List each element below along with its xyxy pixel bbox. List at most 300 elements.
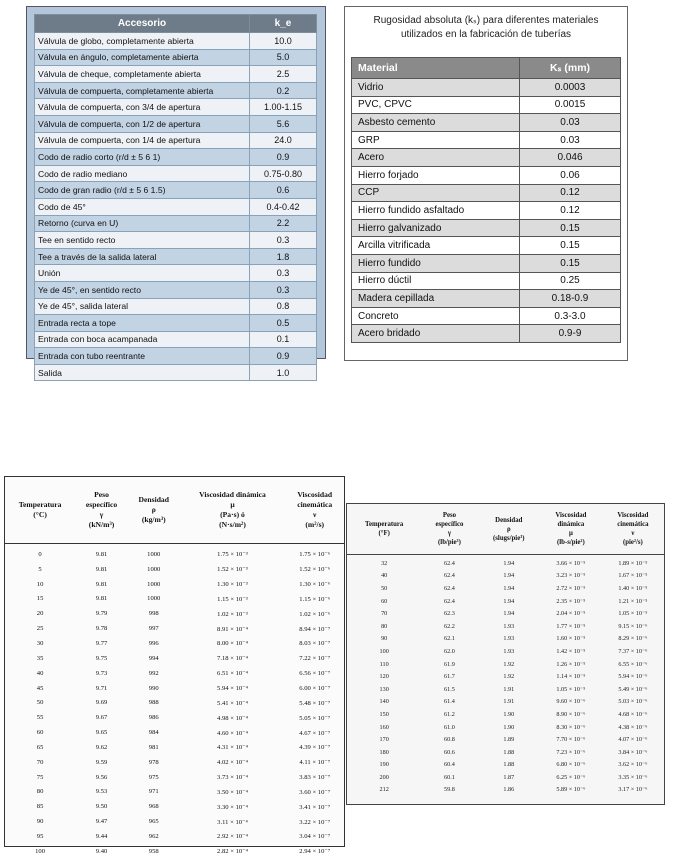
table-row bbox=[352, 237, 621, 255]
water-properties-si-table bbox=[5, 477, 344, 859]
kinematic-viscosity-cell: 4.67 × 10⁻⁷ bbox=[299, 729, 331, 737]
table-row bbox=[35, 49, 317, 66]
dynamic-viscosity-cell: 3.23 × 10⁻⁵ bbox=[556, 572, 586, 580]
density-cell: 1.90 bbox=[503, 710, 515, 718]
table-row bbox=[35, 182, 317, 199]
kinematic-viscosity-header-l4: (pie²/s) bbox=[622, 539, 643, 546]
ks-value: 0.3-3.0 bbox=[520, 307, 621, 325]
specific-weight-cell: 9.77 bbox=[95, 639, 108, 647]
table-row bbox=[352, 307, 621, 325]
table-row bbox=[5, 592, 344, 607]
temperature-cell: 85 bbox=[36, 803, 44, 811]
kinematic-viscosity-cell: 4.68 × 10⁻⁶ bbox=[618, 710, 648, 718]
density-cell: 1.93 bbox=[503, 635, 515, 643]
k-value: 1.0 bbox=[250, 364, 317, 381]
table-row bbox=[35, 198, 317, 215]
ks-value: 0.046 bbox=[520, 149, 621, 167]
specific-weight-cell: 9.81 bbox=[95, 565, 108, 573]
table-row bbox=[35, 298, 317, 315]
material-name: Arcilla vitrificada bbox=[352, 237, 520, 255]
kinematic-viscosity-header-l3: ν bbox=[313, 510, 317, 519]
density-cell: 986 bbox=[148, 714, 159, 722]
table-row bbox=[347, 721, 664, 734]
k-value: 0.2 bbox=[250, 82, 317, 99]
material-name: Concreto bbox=[352, 307, 520, 325]
temperature-cell: 60 bbox=[381, 597, 388, 605]
temperature-cell: 140 bbox=[379, 698, 389, 706]
dynamic-viscosity-cell: 1.52 × 10⁻³ bbox=[217, 566, 248, 574]
table-row bbox=[352, 272, 621, 290]
water-properties-us-panel bbox=[346, 503, 665, 805]
kinematic-viscosity-header-l3: ν bbox=[631, 530, 635, 537]
accessories-table bbox=[34, 14, 317, 381]
temperature-cell: 40 bbox=[36, 669, 44, 677]
kinematic-viscosity-cell: 1.52 × 10⁻⁶ bbox=[299, 566, 331, 574]
water-properties-si-panel bbox=[4, 476, 345, 856]
ks-value: 0.06 bbox=[520, 166, 621, 184]
specific-weight-cell: 61.7 bbox=[444, 673, 455, 681]
k-value: 0.5 bbox=[250, 315, 317, 332]
dynamic-viscosity-cell: 6.80 × 10⁻⁶ bbox=[556, 761, 586, 769]
dynamic-viscosity-cell: 6.51 × 10⁻⁴ bbox=[217, 670, 248, 678]
material-name: Madera cepillada bbox=[352, 290, 520, 308]
roughness-table bbox=[351, 57, 621, 343]
temperature-cell: 80 bbox=[36, 788, 44, 796]
density-cell: 1.94 bbox=[503, 559, 515, 567]
specific-weight-header-l2: específico bbox=[85, 500, 118, 509]
table-row bbox=[5, 799, 344, 814]
density-header-l3: (slugs/pie³) bbox=[493, 534, 525, 542]
table-row bbox=[35, 315, 317, 332]
specific-weight-cell: 9.71 bbox=[95, 684, 108, 692]
table-row bbox=[35, 265, 317, 282]
density-cell: 1.91 bbox=[503, 698, 515, 706]
density-cell: 1.87 bbox=[503, 773, 515, 781]
accessory-name: Válvula de compuerta, con 1/4 de apertura bbox=[35, 132, 250, 149]
temperature-cell: 45 bbox=[36, 684, 44, 692]
kinematic-viscosity-cell: 3.41 × 10⁻⁷ bbox=[299, 803, 331, 811]
specific-weight-cell: 9.59 bbox=[95, 758, 108, 766]
dynamic-viscosity-cell: 5.89 × 10⁻⁶ bbox=[556, 786, 586, 794]
accessory-name: Salida bbox=[35, 364, 250, 381]
temperature-cell: 80 bbox=[381, 622, 388, 630]
k-value: 0.3 bbox=[250, 232, 317, 249]
dynamic-viscosity-cell: 1.02 × 10⁻³ bbox=[217, 610, 248, 618]
dynamic-viscosity-header-l2: μ bbox=[230, 500, 235, 509]
temperature-cell: 160 bbox=[379, 723, 389, 731]
table-row bbox=[347, 746, 664, 759]
specific-weight-cell: 9.73 bbox=[95, 669, 108, 677]
dynamic-viscosity-cell: 2.04 × 10⁻⁵ bbox=[556, 610, 586, 618]
accessory-name: Codo de gran radio (r/d ± 5 6 1.5) bbox=[35, 182, 250, 199]
ks-value: 0.9-9 bbox=[520, 325, 621, 343]
density-cell: 1.90 bbox=[503, 723, 515, 731]
density-cell: 968 bbox=[148, 803, 159, 811]
dynamic-viscosity-cell: 6.25 × 10⁻⁶ bbox=[556, 773, 586, 781]
ks-value: 0.03 bbox=[520, 114, 621, 132]
table-row bbox=[5, 770, 344, 785]
accessory-name: Unión bbox=[35, 265, 250, 282]
dynamic-viscosity-cell: 1.75 × 10⁻³ bbox=[217, 551, 248, 559]
dynamic-viscosity-cell: 8.30 × 10⁻⁶ bbox=[556, 723, 586, 731]
dynamic-viscosity-cell: 1.15 × 10⁻³ bbox=[217, 595, 248, 603]
specific-weight-header bbox=[421, 504, 477, 555]
dynamic-viscosity-cell: 8.91 × 10⁻⁴ bbox=[217, 625, 248, 633]
table-row bbox=[35, 364, 317, 381]
specific-weight-cell: 9.81 bbox=[95, 550, 108, 558]
k-value: 0.6 bbox=[250, 182, 317, 199]
dynamic-viscosity-cell: 4.60 × 10⁻⁴ bbox=[217, 729, 248, 737]
dynamic-viscosity-cell: 2.72 × 10⁻⁵ bbox=[556, 584, 586, 592]
kinematic-viscosity-header-l2: cinemática bbox=[297, 500, 333, 509]
material-name: Acero bbox=[352, 149, 520, 167]
k-value: 5.6 bbox=[250, 115, 317, 132]
density-cell: 992 bbox=[148, 669, 159, 677]
density-cell: 981 bbox=[148, 743, 159, 751]
table-row bbox=[5, 814, 344, 829]
specific-weight-cell: 9.56 bbox=[95, 773, 108, 781]
table-row bbox=[35, 149, 317, 166]
temperature-cell: 40 bbox=[381, 572, 388, 580]
roughness-title bbox=[345, 14, 627, 42]
kinematic-viscosity-header-l1: Viscosidad bbox=[617, 512, 649, 519]
ks-header: Kₛ (mm) bbox=[520, 58, 621, 79]
ks-value: 0.15 bbox=[520, 237, 621, 255]
density-cell: 998 bbox=[148, 610, 159, 618]
temperature-header bbox=[5, 477, 75, 544]
ks-value: 0.12 bbox=[520, 202, 621, 220]
k-value: 0.9 bbox=[250, 149, 317, 166]
dynamic-viscosity-cell: 7.18 × 10⁻⁴ bbox=[217, 655, 248, 663]
table-row bbox=[35, 165, 317, 182]
material-name: Hierro forjado bbox=[352, 166, 520, 184]
kinematic-viscosity-header-l2: cinemática bbox=[617, 521, 649, 528]
specific-weight-cell: 61.2 bbox=[444, 710, 455, 718]
dynamic-viscosity-cell: 2.92 × 10⁻⁴ bbox=[217, 833, 248, 841]
kinematic-viscosity-cell: 5.94 × 10⁻⁶ bbox=[618, 673, 648, 681]
dynamic-viscosity-cell: 8.00 × 10⁻⁴ bbox=[217, 640, 248, 648]
temperature-cell: 50 bbox=[381, 584, 388, 592]
table-row bbox=[347, 784, 664, 797]
table-row bbox=[35, 82, 317, 99]
temperature-cell: 75 bbox=[36, 773, 44, 781]
temperature-cell: 150 bbox=[379, 710, 389, 718]
table-row bbox=[352, 131, 621, 149]
table-row bbox=[347, 733, 664, 746]
specific-weight-cell: 62.4 bbox=[444, 584, 455, 592]
temperature-cell: 110 bbox=[379, 660, 389, 668]
temperature-cell: 60 bbox=[36, 729, 44, 737]
density-cell: 1.93 bbox=[503, 647, 515, 655]
table-row bbox=[352, 219, 621, 237]
kinematic-viscosity-header-l1: Viscosidad bbox=[297, 490, 333, 499]
table-row bbox=[347, 555, 664, 570]
specific-weight-cell: 59.8 bbox=[444, 786, 455, 794]
dynamic-viscosity-cell: 4.98 × 10⁻⁴ bbox=[217, 714, 248, 722]
density-cell: 1.93 bbox=[503, 622, 515, 630]
temperature-header bbox=[347, 504, 421, 555]
table-row bbox=[347, 607, 664, 620]
table-row bbox=[5, 755, 344, 770]
kinematic-viscosity-cell: 7.22 × 10⁻⁷ bbox=[299, 655, 331, 663]
density-cell: 971 bbox=[148, 788, 159, 796]
dynamic-viscosity-header-l4: (lb-s/pie²) bbox=[557, 539, 585, 546]
table-row bbox=[5, 681, 344, 696]
temperature-cell: 212 bbox=[379, 786, 389, 794]
temperature-cell: 130 bbox=[379, 685, 389, 693]
accessory-name: Entrada con tubo reentrante bbox=[35, 348, 250, 365]
density-cell: 975 bbox=[148, 773, 159, 781]
specific-weight-cell: 62.4 bbox=[444, 572, 455, 580]
specific-weight-cell: 60.8 bbox=[444, 736, 455, 744]
specific-weight-header-l3: γ bbox=[99, 510, 104, 519]
ks-value: 0.25 bbox=[520, 272, 621, 290]
dynamic-viscosity-cell: 1.26 × 10⁻⁵ bbox=[556, 660, 586, 668]
accessory-name: Válvula de compuerta, completamente abierta bbox=[35, 82, 250, 99]
density-cell: 958 bbox=[148, 847, 159, 855]
kinematic-viscosity-cell: 8.94 × 10⁻⁷ bbox=[299, 625, 331, 633]
dynamic-viscosity-header-l2: dinámica bbox=[557, 521, 585, 528]
ks-value: 0.0003 bbox=[520, 79, 621, 97]
specific-weight-cell: 9.62 bbox=[95, 743, 108, 751]
dynamic-viscosity-cell: 1.05 × 10⁻⁵ bbox=[556, 685, 586, 693]
specific-weight-cell: 62.4 bbox=[444, 597, 455, 605]
accessory-name: Válvula de compuerta, con 1/2 de apertura bbox=[35, 115, 250, 132]
dynamic-viscosity-cell: 1.60 × 10⁻⁵ bbox=[556, 635, 586, 643]
dynamic-viscosity-header bbox=[540, 504, 602, 555]
table-row bbox=[352, 149, 621, 167]
density-cell: 1.86 bbox=[503, 786, 515, 794]
table-row bbox=[347, 658, 664, 671]
specific-weight-cell: 61.9 bbox=[444, 660, 455, 668]
density-cell: 1000 bbox=[147, 580, 161, 588]
kinematic-viscosity-cell: 5.48 × 10⁻⁷ bbox=[299, 699, 331, 707]
specific-weight-cell: 9.40 bbox=[95, 847, 108, 855]
density-cell: 962 bbox=[148, 832, 159, 840]
density-cell: 1.92 bbox=[503, 673, 515, 681]
k-value: 24.0 bbox=[250, 132, 317, 149]
dynamic-viscosity-header-l3: (Pa·s) ó bbox=[220, 510, 245, 519]
dynamic-viscosity-cell: 1.14 × 10⁻⁵ bbox=[556, 673, 586, 681]
dynamic-viscosity-cell: 2.35 × 10⁻⁵ bbox=[556, 597, 586, 605]
k-value: 0.1 bbox=[250, 331, 317, 348]
dynamic-viscosity-header-l4: (N·s/m²) bbox=[219, 520, 246, 529]
kinematic-viscosity-cell: 7.37 × 10⁻⁶ bbox=[618, 647, 648, 655]
specific-weight-header-l2: específico bbox=[435, 521, 464, 528]
accessory-name: Retorno (curva en U) bbox=[35, 215, 250, 232]
dynamic-viscosity-cell: 2.82 × 10⁻⁴ bbox=[217, 848, 248, 856]
material-name: GRP bbox=[352, 131, 520, 149]
specific-weight-cell: 62.3 bbox=[444, 610, 455, 618]
density-cell: 1.91 bbox=[503, 685, 515, 693]
table-row bbox=[35, 99, 317, 116]
density-cell: 978 bbox=[148, 758, 159, 766]
density-header-l3: (kg/m³) bbox=[141, 515, 166, 524]
dynamic-viscosity-cell: 3.11 × 10⁻⁴ bbox=[217, 818, 248, 826]
specific-weight-cell: 9.75 bbox=[95, 654, 108, 662]
specific-weight-header-l3: γ bbox=[447, 530, 452, 537]
table-row bbox=[352, 79, 621, 97]
temperature-cell: 100 bbox=[379, 647, 389, 655]
accessory-name: Válvula de globo, completamente abierta bbox=[35, 33, 250, 50]
k-value: 1.00-1.15 bbox=[250, 99, 317, 116]
material-name: CCP bbox=[352, 184, 520, 202]
density-cell: 1.94 bbox=[503, 572, 515, 580]
accessory-name: Codo de 45° bbox=[35, 198, 250, 215]
table-row bbox=[35, 232, 317, 249]
table-row bbox=[35, 33, 317, 50]
kinematic-viscosity-cell: 2.94 × 10⁻⁷ bbox=[299, 848, 331, 856]
accessory-name: Tee en sentido recto bbox=[35, 232, 250, 249]
specific-weight-cell: 9.47 bbox=[95, 818, 108, 826]
table-row bbox=[352, 254, 621, 272]
density-cell: 988 bbox=[148, 699, 159, 707]
dynamic-viscosity-cell: 3.50 × 10⁻⁴ bbox=[217, 788, 248, 796]
specific-weight-cell: 9.67 bbox=[95, 714, 108, 722]
temperature-header-l2: (°F) bbox=[378, 530, 390, 537]
specific-weight-cell: 62.1 bbox=[444, 635, 455, 643]
density-cell: 984 bbox=[148, 729, 159, 737]
specific-weight-header-l1: Peso bbox=[94, 490, 109, 499]
table-row bbox=[352, 325, 621, 343]
temperature-cell: 170 bbox=[379, 736, 389, 744]
density-cell: 996 bbox=[148, 639, 159, 647]
table-row bbox=[5, 725, 344, 740]
dynamic-viscosity-cell: 3.73 × 10⁻⁴ bbox=[217, 774, 248, 782]
kinematic-viscosity-cell: 9.15 × 10⁻⁶ bbox=[618, 622, 648, 630]
temperature-cell: 10 bbox=[36, 580, 44, 588]
table-row bbox=[35, 281, 317, 298]
k-value: 1.8 bbox=[250, 248, 317, 265]
table-row bbox=[5, 844, 344, 859]
dynamic-viscosity-header bbox=[180, 477, 286, 544]
specific-weight-cell: 61.0 bbox=[444, 723, 455, 731]
specific-weight-cell: 61.4 bbox=[444, 698, 455, 706]
dynamic-viscosity-cell: 1.30 × 10⁻³ bbox=[217, 581, 248, 589]
table-row bbox=[352, 166, 621, 184]
table-row bbox=[352, 96, 621, 114]
accessory-name: Válvula de cheque, completamente abierta bbox=[35, 66, 250, 83]
ks-value: 0.0015 bbox=[520, 96, 621, 114]
temperature-cell: 32 bbox=[381, 559, 388, 567]
density-cell: 1000 bbox=[147, 550, 161, 558]
kinematic-viscosity-cell: 1.67 × 10⁻⁵ bbox=[618, 572, 648, 580]
temperature-cell: 70 bbox=[36, 758, 44, 766]
temperature-cell: 100 bbox=[35, 847, 45, 855]
specific-weight-cell: 9.53 bbox=[95, 788, 108, 796]
kinematic-viscosity-cell: 3.17 × 10⁻⁶ bbox=[618, 786, 648, 794]
dynamic-viscosity-header-l1: Viscosidad dinámica bbox=[199, 490, 266, 499]
table-row bbox=[5, 621, 344, 636]
temperature-cell: 55 bbox=[36, 714, 44, 722]
k-value: 2.5 bbox=[250, 66, 317, 83]
dynamic-viscosity-header-l3: μ bbox=[568, 530, 573, 537]
kinematic-viscosity-cell: 4.07 × 10⁻⁶ bbox=[618, 736, 648, 744]
temperature-cell: 50 bbox=[36, 699, 44, 707]
table-row bbox=[352, 184, 621, 202]
accessory-header: Accesorio bbox=[35, 15, 250, 33]
ks-value: 0.12 bbox=[520, 184, 621, 202]
kinematic-viscosity-cell: 4.38 × 10⁻⁶ bbox=[618, 723, 648, 731]
table-row bbox=[5, 651, 344, 666]
kinematic-viscosity-cell: 1.30 × 10⁻⁶ bbox=[299, 581, 331, 589]
accessory-name: Ye de 45°, salida lateral bbox=[35, 298, 250, 315]
accessory-name: Tee a través de la salida lateral bbox=[35, 248, 250, 265]
kinematic-viscosity-cell: 5.03 × 10⁻⁶ bbox=[618, 698, 648, 706]
table-row bbox=[5, 544, 344, 562]
specific-weight-cell: 9.69 bbox=[95, 699, 108, 707]
specific-weight-cell: 61.5 bbox=[444, 685, 455, 693]
accessory-name: Ye de 45°, en sentido recto bbox=[35, 281, 250, 298]
table-row bbox=[35, 215, 317, 232]
kinematic-viscosity-cell: 3.35 × 10⁻⁶ bbox=[618, 773, 648, 781]
specific-weight-header bbox=[75, 477, 128, 544]
table-row bbox=[347, 620, 664, 633]
accessory-name: Válvula de compuerta, con 3/4 de apertura bbox=[35, 99, 250, 116]
temperature-cell: 90 bbox=[36, 818, 44, 826]
temperature-cell: 5 bbox=[38, 565, 42, 573]
kinematic-viscosity-cell: 6.56 × 10⁻⁷ bbox=[299, 670, 331, 678]
specific-weight-cell: 9.50 bbox=[95, 803, 108, 811]
density-cell: 1.88 bbox=[503, 761, 515, 769]
temperature-cell: 190 bbox=[379, 761, 389, 769]
table-row bbox=[5, 710, 344, 725]
kinematic-viscosity-header bbox=[602, 504, 664, 555]
density-header-l2: ρ bbox=[151, 505, 156, 514]
accessory-name: Codo de radio mediano bbox=[35, 165, 250, 182]
density-cell: 1.94 bbox=[503, 584, 515, 592]
k-value: 0.3 bbox=[250, 265, 317, 282]
material-name: PVC, CPVC bbox=[352, 96, 520, 114]
kinematic-viscosity-cell: 8.29 × 10⁻⁶ bbox=[618, 635, 648, 643]
density-cell: 965 bbox=[148, 818, 159, 826]
k-value: 0.4-0.42 bbox=[250, 198, 317, 215]
table-row bbox=[5, 636, 344, 651]
temperature-header-l1: Temperatura bbox=[18, 500, 62, 509]
ks-value: 0.03 bbox=[520, 131, 621, 149]
k-value: 10.0 bbox=[250, 33, 317, 50]
temperature-cell: 70 bbox=[381, 610, 388, 618]
material-name: Vidrio bbox=[352, 79, 520, 97]
material-name: Hierro galvanizado bbox=[352, 219, 520, 237]
table-row bbox=[35, 132, 317, 149]
dynamic-viscosity-cell: 4.31 × 10⁻⁴ bbox=[217, 744, 248, 752]
table-row bbox=[5, 562, 344, 577]
k-value: 0.3 bbox=[250, 281, 317, 298]
dynamic-viscosity-cell: 7.70 × 10⁻⁶ bbox=[556, 736, 586, 744]
table-row bbox=[35, 248, 317, 265]
density-cell: 990 bbox=[148, 684, 159, 692]
dynamic-viscosity-cell: 4.02 × 10⁻⁴ bbox=[217, 759, 248, 767]
material-name: Acero bridado bbox=[352, 325, 520, 343]
kinematic-viscosity-cell: 1.40 × 10⁻⁵ bbox=[618, 584, 648, 592]
kinematic-viscosity-cell: 1.21 × 10⁻⁵ bbox=[618, 597, 648, 605]
kinematic-viscosity-cell: 3.83 × 10⁻⁷ bbox=[299, 774, 331, 782]
kinematic-viscosity-cell: 4.11 × 10⁻⁷ bbox=[299, 759, 331, 767]
k-value: 2.2 bbox=[250, 215, 317, 232]
ks-value: 0.15 bbox=[520, 219, 621, 237]
table-row bbox=[35, 66, 317, 83]
dynamic-viscosity-cell: 1.77 × 10⁻⁵ bbox=[556, 622, 586, 630]
accessory-name: Válvula en ángulo, completamente abierta bbox=[35, 49, 250, 66]
temperature-cell: 25 bbox=[36, 625, 44, 633]
kinematic-viscosity-cell: 1.02 × 10⁻⁶ bbox=[299, 610, 331, 618]
table-row bbox=[5, 577, 344, 592]
specific-weight-cell: 9.81 bbox=[95, 580, 108, 588]
specific-weight-cell: 9.78 bbox=[95, 625, 108, 633]
specific-weight-cell: 9.81 bbox=[95, 595, 108, 603]
material-name: Hierro fundido asfaltado bbox=[352, 202, 520, 220]
